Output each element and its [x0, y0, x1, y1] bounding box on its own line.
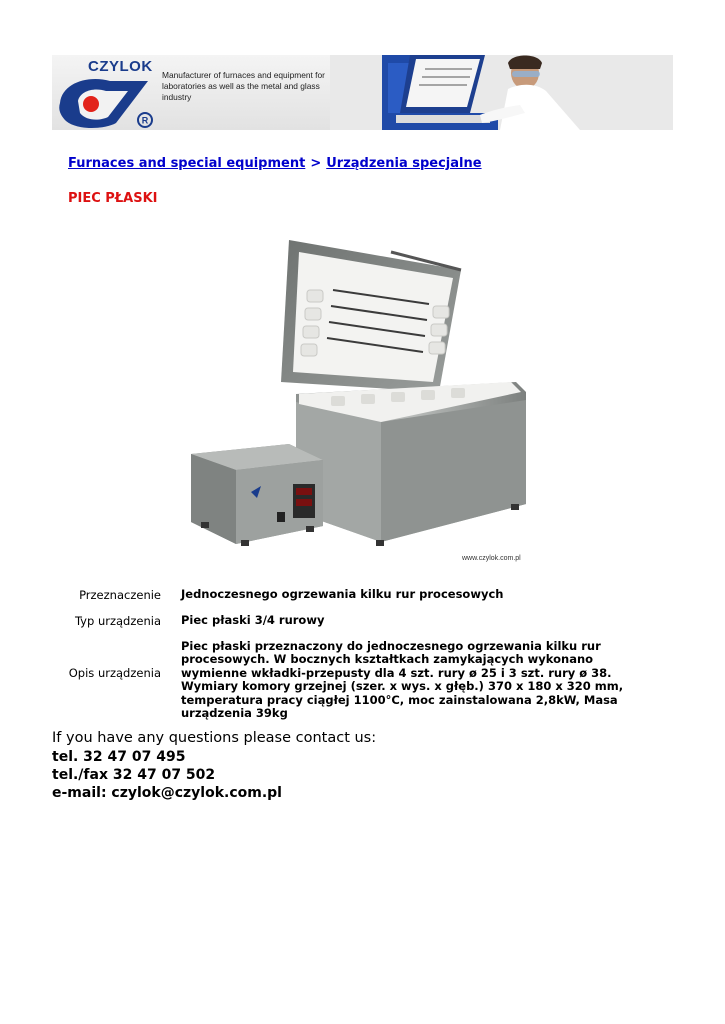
contact-fax: tel./fax 32 47 07 502 — [52, 767, 216, 783]
registered-mark: R — [141, 115, 149, 126]
company-tagline: Manufacturer of furnaces and equipment for laboratories as well as the metal and glass industry — [162, 70, 325, 102]
header-banner — [52, 55, 673, 130]
breadcrumb-separator: > — [310, 156, 322, 171]
czylok-logo-icon — [58, 73, 158, 129]
laboratory-photo-icon — [330, 55, 673, 130]
tube-furnace-photo-icon — [181, 222, 545, 570]
spec-value-description: Piec płaski przeznaczony do jednoczesnego ogrzewania kilku rur procesowych. W bocznych kształtkach zamykających wykonano wymienne wkładki-przepusty dla 4 szt. rury ø 25 i 3 szt. rury ø 38. Wymiary komory grzejnej (szer. x wys. x głęb.) 370 x 180 x 320 mm, temperatura pracy ciągłej 1100°C, moc zainstalowana 2,8kW, Masa urządzenia 39kg — [181, 639, 624, 721]
contact-intro: If you have any questions please contact us: — [52, 730, 377, 746]
contact-phone: tel. 32 47 07 495 — [52, 749, 186, 765]
breadcrumb-link-special-devices[interactable]: Urządzenia specjalne — [326, 156, 482, 171]
spec-value-device-type: Piec płaski 3/4 rurowy — [181, 613, 325, 627]
breadcrumb — [68, 156, 482, 171]
photo-credit: www.czylok.com.pl — [462, 555, 521, 562]
page-title: PIEC PŁASKI — [68, 191, 158, 206]
spec-label-purpose: Przeznaczenie — [79, 588, 161, 602]
spec-value-purpose: Jednoczesnego ogrzewania kilku rur procesowych — [181, 587, 504, 601]
spec-label-device-type: Typ urządzenia — [74, 614, 161, 628]
spec-label-description: Opis urządzenia — [68, 666, 161, 680]
contact-email: e-mail: czylok@czylok.com.pl — [52, 785, 282, 801]
logo-text: CZYLOK — [88, 58, 153, 75]
breadcrumb-link-furnaces[interactable]: Furnaces and special equipment — [68, 156, 306, 171]
